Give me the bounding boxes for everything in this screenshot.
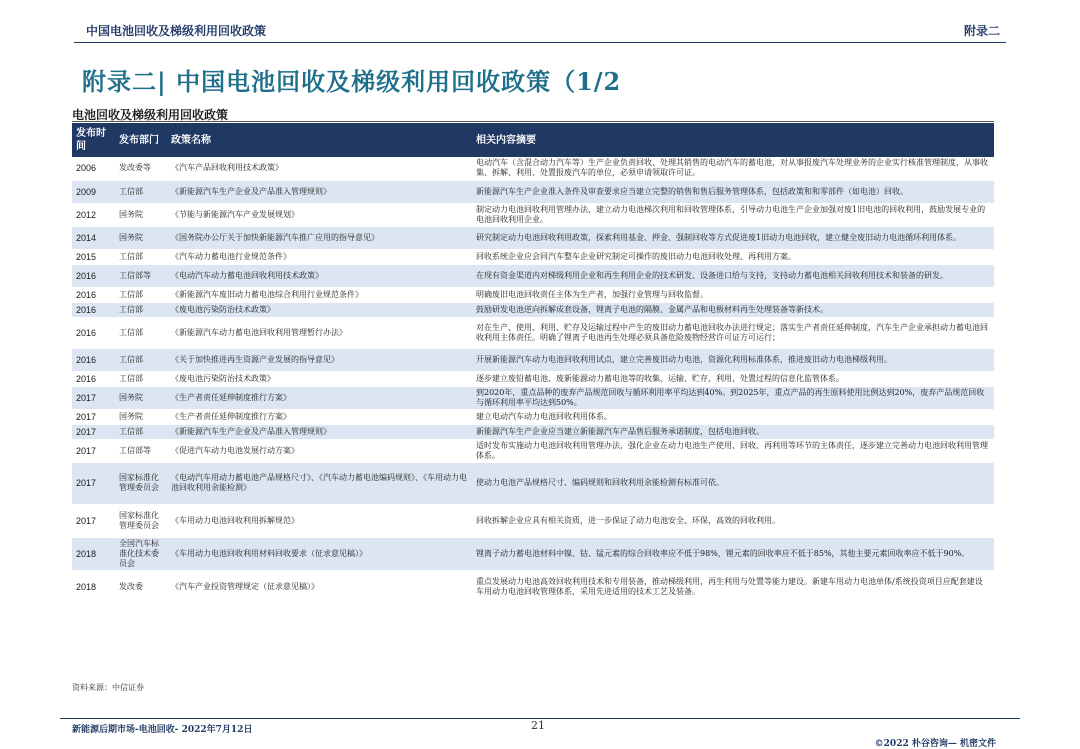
cell-summary: 新能源汽车生产企业应当建立新能源汽车产品售后服务承诺制度，包括电池回收。 <box>472 424 994 439</box>
footer-copyright: ©2022 朴谷咨询— 机密文件 <box>874 739 996 749</box>
cell-department: 工信部 <box>115 302 167 317</box>
cell-policy-name: 《汽车动力蓄电池行业规范条件》 <box>167 249 472 264</box>
header-section-title: 中国电池回收及梯级利用回收政策 <box>86 24 267 38</box>
table-row <box>72 226 994 249</box>
cell-policy-name: 《新能源汽车动力蓄电池回收利用管理暂行办法》 <box>167 317 472 348</box>
cell-summary: 锂离子动力蓄电池材料中镍、钴、锰元素的综合回收率应不低于98%，锂元素的回收率应不低于85%，其他主要元素回收率应不低于90%。 <box>472 537 994 570</box>
cell-policy-name: 《生产者责任延伸制度推行方案》 <box>167 409 472 424</box>
cell-policy-name: 《国务院办公厅关于加快新能源汽车推广应用的指导意见》 <box>167 226 472 249</box>
table-row <box>72 439 994 462</box>
column-header-year: 发布时间 <box>72 123 115 157</box>
cell-department: 全国汽车标准化技术委员会 <box>115 537 167 570</box>
cell-department: 国家标准化管理委员会 <box>115 504 167 537</box>
cell-summary: 鼓励研发电池逆向拆解成套设备，锂离子电池的隔膜、金属产品和电极材料再生处理装备等新技术。 <box>472 302 994 317</box>
cell-department: 工信部 <box>115 317 167 348</box>
cell-year: 2016 <box>72 371 115 386</box>
cell-department: 工信部 <box>115 348 167 371</box>
cell-year: 2017 <box>72 424 115 439</box>
cell-summary: 对在生产、使用、利用、贮存及运输过程中产生的废旧动力蓄电池回收办法进行规定；落实生产者责任延伸制度，汽车生产企业承担动力蓄电池回收利用主体责任。明确了锂离子电池再生处理必须具备危险废物经营许可证方可运行； <box>472 317 994 348</box>
cell-year: 2014 <box>72 226 115 249</box>
table-row <box>72 302 994 317</box>
cell-year: 2017 <box>72 462 115 504</box>
cell-summary: 适时发布实施动力电池回收利用管理办法，强化企业在动力电池生产使用、回收、再利用等环节的主体责任，逐步建立完善动力电池回收利用管理体系。 <box>472 439 994 462</box>
header-appendix-label: 附录二 <box>963 24 1000 38</box>
table-row <box>72 386 994 409</box>
cell-policy-name: 《生产者责任延伸制度推行方案》 <box>167 386 472 409</box>
cell-policy-name: 《车用动力电池回收利用材料回收要求（征求意见稿）》 <box>167 537 472 570</box>
cell-policy-name: 《新能源汽车生产企业及产品准入管理规则》 <box>167 180 472 203</box>
table-row <box>72 537 994 570</box>
table-row <box>72 180 994 203</box>
source-note: 资料来源：中信证券 <box>72 683 144 692</box>
policy-table <box>72 123 994 604</box>
cell-summary: 新能源汽车生产企业准入条件及审查要求应当建立完整的销售和售后服务管理体系，包括政策和和零部件（如电池）回收。 <box>472 180 994 203</box>
caption-divider <box>72 121 994 122</box>
cell-summary: 电动汽车（含混合动力汽车等）生产企业负责回收、处理其销售的电动汽车的蓄电池，对从事报废汽车处理业务的企业实行核准管理制度，从事收集、拆解、利用、处置报废汽车的单位，必须申请领取许可证。 <box>472 157 994 180</box>
cell-department: 工信部 <box>115 287 167 302</box>
header-divider <box>74 42 1006 43</box>
cell-year: 2018 <box>72 537 115 570</box>
cell-summary: 制定动力电池回收利用管理办法，建立动力电池梯次利用和回收管理体系，引导动力电池生产企业加强对废1旧电池的回收利用，鼓励发展专业的电池回收利用企业。 <box>472 203 994 226</box>
table-row <box>72 424 994 439</box>
cell-policy-name: 《废电池污染防治技术政策》 <box>167 371 472 386</box>
cell-year: 2016 <box>72 317 115 348</box>
table-row <box>72 462 994 504</box>
cell-summary: 回收系统企业应会同汽车整车企业研究制定可操作的废旧动力电池回收处理、再利用方案。 <box>472 249 994 264</box>
cell-department: 工信部等 <box>115 439 167 462</box>
table-row <box>72 264 994 287</box>
cell-department: 工信部 <box>115 180 167 203</box>
cell-summary: 研究制定动力电池回收利用政策，探索利用基金、押金、强制回收等方式促进废1旧动力电池回收，建立健全废旧动力电池循环利用体系。 <box>472 226 994 249</box>
cell-department: 国务院 <box>115 386 167 409</box>
cell-department: 工信部 <box>115 424 167 439</box>
footer-report-info: 新能源后期市场-电池回收- 2022年7月12日 <box>72 725 253 735</box>
cell-year: 2017 <box>72 439 115 462</box>
cell-summary: 使动力电池产品规格尺寸、编码规则和回收利用余能检测有标准可依。 <box>472 462 994 504</box>
cell-summary: 明确废旧电池回收责任主体为生产者，加强行业管理与回收监督。 <box>472 287 994 302</box>
cell-year: 2017 <box>72 386 115 409</box>
table-row <box>72 348 994 371</box>
column-header-department: 发布部门 <box>115 123 167 157</box>
table-row <box>72 504 994 537</box>
cell-department: 国家标准化管理委员会 <box>115 462 167 504</box>
cell-department: 国务院 <box>115 226 167 249</box>
cell-summary: 回收拆解企业应具有相关资质，进一步保证了动力电池安全、环保，高效的回收利用。 <box>472 504 994 537</box>
cell-summary: 重点发展动力电池高效回收利用技术和专用装备，推动梯级利用，再生利用与处置等能力建设。新建车用动力电池单体/系统投资项目应配套建设车用动力电池回收管理体系，采用先进适用的技术工艺及装备。 <box>472 570 994 603</box>
cell-policy-name: 《促进汽车动力电池发展行动方案》 <box>167 439 472 462</box>
table-header-row <box>72 123 994 157</box>
cell-year: 2012 <box>72 203 115 226</box>
cell-department: 发改委等 <box>115 157 167 180</box>
cell-department: 发改委 <box>115 570 167 603</box>
table-row <box>72 287 994 302</box>
cell-department: 工信部等 <box>115 264 167 287</box>
cell-summary: 建立电动汽车动力电池回收利用体系。 <box>472 409 994 424</box>
table-caption: 电池回收及梯级利用回收政策 <box>72 108 229 122</box>
table-row <box>72 157 994 180</box>
page-title: 附录二| 中国电池回收及梯级利用回收政策（1/2 <box>82 67 622 96</box>
cell-policy-name: 《汽车产品回收利用技术政策》 <box>167 157 472 180</box>
cell-year: 2009 <box>72 180 115 203</box>
policy-table-body <box>72 157 994 603</box>
cell-policy-name: 《新能源汽车废旧动力蓄电池综合利用行业规范条件》 <box>167 287 472 302</box>
cell-policy-name: 《新能源汽车生产企业及产品准入管理规则》 <box>167 424 472 439</box>
cell-year: 2017 <box>72 504 115 537</box>
cell-year: 2015 <box>72 249 115 264</box>
cell-year: 2016 <box>72 287 115 302</box>
page-number: 21 <box>531 719 545 732</box>
cell-summary: 到2020年，重点品种的废弃产品规范回收与循环利用率平均达到40%。到2025年，重点产品的再生原料使用比例达到20%，废弃产品规范回收与循环利用率平均达到50%。 <box>472 386 994 409</box>
cell-year: 2016 <box>72 348 115 371</box>
cell-year: 2017 <box>72 409 115 424</box>
cell-year: 2018 <box>72 570 115 603</box>
cell-summary: 逐步建立废铅蓄电池、废新能源动力蓄电池等的收集、运输、贮存、利用、处置过程的信息化监管体系。 <box>472 371 994 386</box>
table-row <box>72 203 994 226</box>
table-row <box>72 371 994 386</box>
cell-policy-name: 《节能与新能源汽车产业发展规划》 <box>167 203 472 226</box>
cell-policy-name: 《关于加快推进再生资源产业发展的指导意见》 <box>167 348 472 371</box>
cell-department: 国务院 <box>115 409 167 424</box>
cell-year: 2006 <box>72 157 115 180</box>
cell-policy-name: 《电动汽车用动力蓄电池产品规格尺寸》、《汽车动力蓄电池编码规则》、《车用动力电池回收利用余能检测》 <box>167 462 472 504</box>
page-header <box>0 0 1080 44</box>
cell-year: 2016 <box>72 302 115 317</box>
cell-policy-name: 《废电池污染防治技术政策》 <box>167 302 472 317</box>
column-header-summary: 相关内容摘要 <box>472 123 994 157</box>
cell-policy-name: 《车用动力电池回收利用拆解规范》 <box>167 504 472 537</box>
cell-department: 工信部 <box>115 249 167 264</box>
cell-department: 工信部 <box>115 371 167 386</box>
table-row <box>72 570 994 603</box>
cell-year: 2016 <box>72 264 115 287</box>
cell-policy-name: 《汽车产业投资管理规定（征求意见稿）》 <box>167 570 472 603</box>
column-header-policy-name: 政策名称 <box>167 123 472 157</box>
cell-department: 国务院 <box>115 203 167 226</box>
cell-summary: 在现有资金渠道内对梯级利用企业和再生利用企业的技术研发、设备进口给与支持，支持动力蓄电池相关回收利用技术和装备的研发。 <box>472 264 994 287</box>
cell-policy-name: 《电动汽车动力蓄电池回收利用技术政策》 <box>167 264 472 287</box>
table-row <box>72 249 994 264</box>
table-row <box>72 409 994 424</box>
table-row <box>72 317 994 348</box>
cell-summary: 开展新能源汽车动力电池回收利用试点，建立完善废旧动力电池，资源化利用标准体系，推进废旧动力电池梯级利用。 <box>472 348 994 371</box>
